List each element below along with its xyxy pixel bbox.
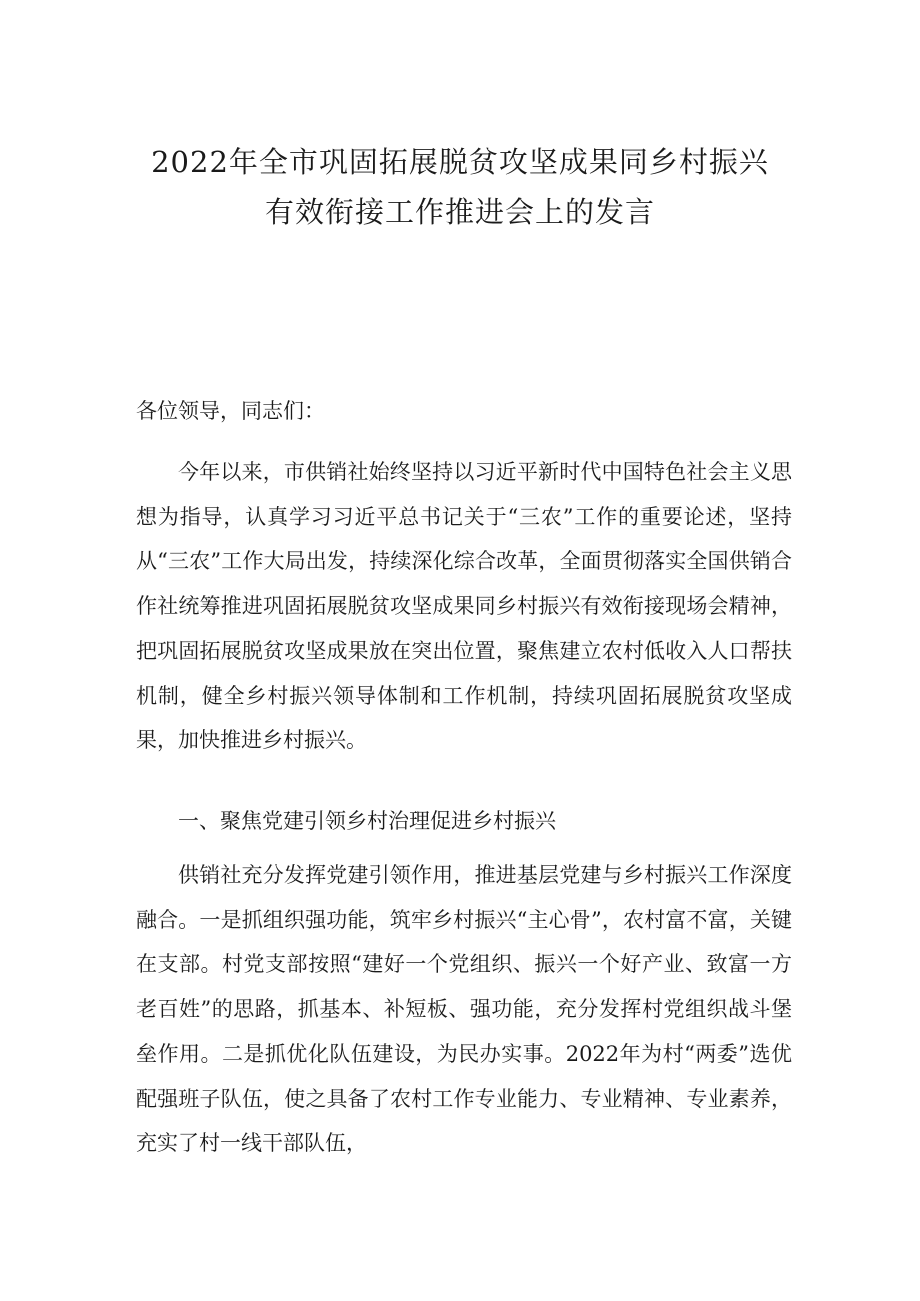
body-paragraph-2: 供销社充分发挥党建引领作用，推进基层党建与乡村振兴工作深度融合。一是抓组织强功能，筑牢乡村振兴“主心骨”，农村富不富，关键在支部。村党支部按照“建好一个党组织、振兴一个好产业、致富一方老百姓”的思路，抓基本、补短板、强功能，充分发挥村党组织战斗堡垒作用。二是抓优化队伍建设，为民办实事。2022年为村“两委”选优配强班子队伍，使之具备了农村工作专业能力、专业精神、专业素养，充实了村一线干部队伍， (136, 863, 792, 1156)
body-paragraph-1: 今年以来，市供销社始终坚持以习近平新时代中国特色社会主义思想为指导，认真学习习近平总书记关于“三农”工作的重要论述，坚持从“三农”工作大局出发，持续深化综合改革，全面贯彻落实全国供销合作社统筹推进巩固拓展脱贫攻坚成果同乡村振兴有效衔接现场会精神，把巩固拓展脱贫攻坚成果放在突出位置，聚焦建立农村低收入人口帮扶机制，健全乡村振兴领导体制和工作机制，持续巩固拓展脱贫攻坚成果，加快推进乡村振兴。 (136, 460, 792, 753)
document-title-line-1: 2022年全市巩固拓展脱贫攻坚成果同乡村振兴 (151, 145, 769, 179)
section-heading-1: 一、聚焦党建引领乡村治理促进乡村振兴 (178, 809, 556, 833)
document-title-line-2: 有效衔接工作推进会上的发言 (264, 195, 655, 229)
salutation: 各位领导，同志们： (136, 399, 325, 423)
